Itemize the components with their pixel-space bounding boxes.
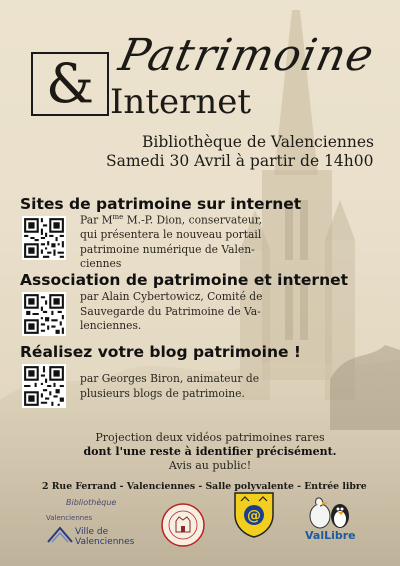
title-internet: Internet [110,82,252,122]
ampersand-box [31,52,109,116]
section-2-title: Association de patrimoine et internet [20,271,349,289]
footer-notice [60,431,360,473]
ville-line-2: Valenciennes [75,537,135,547]
footer-line-1: Projection deux vidéos patrimoines rares [95,431,325,444]
section-1-line: ciennes [80,257,122,271]
section-2-text [80,290,262,334]
section-3-line: par Georges Biron, animateur de [80,372,260,385]
section-3-line: plusieurs blogs de patrimoine. [80,386,245,400]
bibliotheque-label: Bibliothèque [66,498,117,507]
vallibre-label: ValLibre [305,529,356,542]
section-2-line: Sauvegarde du Patrimoine de Va- [80,304,261,318]
event-date: Samedi 30 Avril à partir de 14h00 [106,152,374,170]
section-3-text [80,372,259,401]
qr-code-icon [22,292,66,336]
title-patrimoine: Patrimoine [114,30,379,81]
footer-line-2: dont l'une reste à identifier précisément. [83,445,337,458]
vallibre-mascot-icon [302,496,356,530]
ampersand: & [45,52,95,115]
section-2-line: lenciennes. [80,319,142,332]
committee-seal-icon [160,502,206,548]
footer-line-3: Avis au public! [168,459,252,472]
section-2-line: par Alain Cybertowicz, Comité de [80,290,263,303]
qr-code-icon [22,216,66,260]
section-1-line: qui présentera le nouveau portail [80,228,262,242]
address: 2 Rue Ferrand - Valenciennes - Salle polyvalente - Entrée libre [42,481,367,492]
section-1-text [80,210,262,272]
ville-logo-icon [46,524,74,546]
ville-de-valenciennes [75,527,134,547]
valenciennes-small-label: Valenciennes [46,514,93,522]
section-1-line: patrimoine numérique de Valen- [80,242,255,256]
qr-code-icon [22,364,66,408]
section-1-title: Sites de patrimoine sur internet [20,195,302,213]
at-shield-icon [233,491,275,539]
svg-text:@: @ [247,508,261,524]
ville-line-1: Ville de [75,527,109,537]
section-1-line: Par $M^{me}$ M.-P. Dion, conservateur, [80,213,263,227]
section-3-title: Réalisez votre blog patrimoine ! [20,343,301,361]
venue: Bibliothèque de Valenciennes [142,133,374,151]
bibliotheque-logo [66,498,136,507]
